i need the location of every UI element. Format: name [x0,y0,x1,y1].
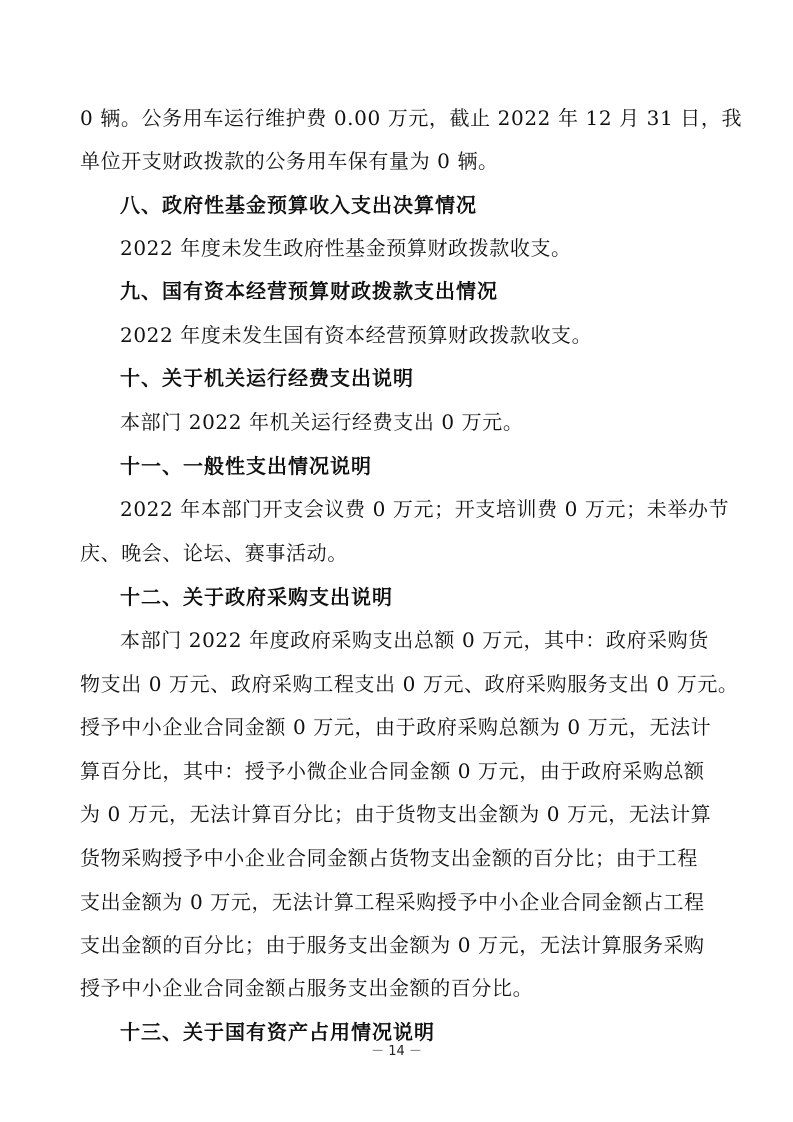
section-heading: 十、关于机关运行经费支出说明 [120,366,414,390]
paragraph-line: 庆、晚会、论坛、赛事活动。 [80,541,348,565]
paragraph-line: 算百分比，其中：授予小微企业合同金额 0 万元，由于政府采购总额 [80,759,705,783]
paragraph-line: 2022 年度未发生政府性基金预算财政拨款收支。 [120,236,572,260]
section-heading: 九、国有资本经营预算财政拨款支出情况 [120,279,498,303]
paragraph-line: 0 辆。公务用车运行维护费 0.00 万元，截止 2022 年 12 月 31 日，我 [80,106,743,130]
section-heading: 十二、关于政府采购支出说明 [120,585,393,609]
section-heading: 十一、一般性支出情况说明 [120,454,372,478]
paragraph-line: 2022 年度未发生国有资本经营预算财政拨款收支。 [120,323,593,347]
paragraph-line: 授予中小企业合同金额 0 万元，由于政府采购总额为 0 万元，无法计 [80,715,712,739]
paragraph-line: 支出金额的百分比；由于服务支出金额为 0 万元，无法计算服务采购 [80,933,705,957]
section-heading: 十三、关于国有资产占用情况说明 [120,1020,435,1044]
paragraph-line: 支出金额为 0 万元，无法计算工程采购授予中小企业合同金额占工程 [80,890,705,914]
paragraph-line: 2022 年本部门开支会议费 0 万元；开支培训费 0 万元；未举办节 [120,497,730,521]
paragraph-line: 为 0 万元，无法计算百分比；由于货物支出金额为 0 万元，无法计算 [80,802,712,826]
paragraph-line: 货物采购授予中小企业合同金额占货物支出金额的百分比；由于工程 [80,846,698,870]
paragraph-line: 单位开支财政拨款的公务用车保有量为 0 辆。 [80,149,499,173]
paragraph-line: 本部门 2022 年机关运行经费支出 0 万元。 [120,410,524,434]
paragraph-line: 物支出 0 万元、政府采购工程支出 0 万元、政府采购服务支出 0 万元。 [80,672,739,696]
paragraph-line: 授予中小企业合同金额占服务支出金额的百分比。 [80,976,534,1000]
paragraph-line: 本部门 2022 年度政府采购支出总额 0 万元，其中：政府采购货 [120,628,709,652]
page-number: － 14 － [371,1044,422,1059]
section-heading: 八、政府性基金预算收入支出决算情况 [120,193,477,217]
